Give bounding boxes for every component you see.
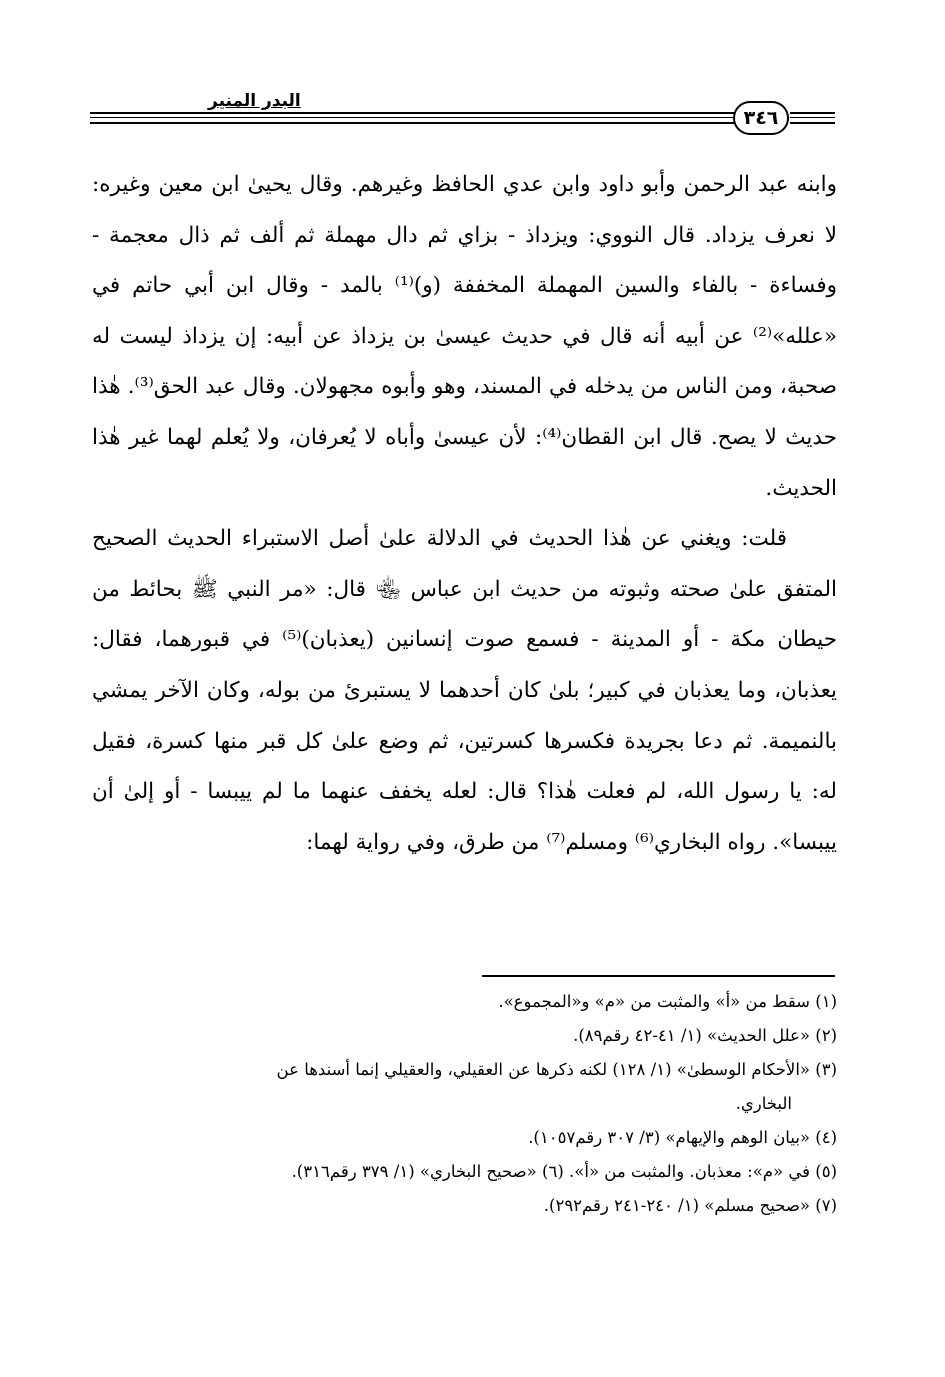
header-rule — [790, 112, 835, 114]
header-rule — [90, 117, 735, 118]
paragraph: قلت: ويغني عن هٰذا الحديث في الدلالة علىٰ أصل الاستبراء الحديث الصحيح المتفق علىٰ صحته وثبوته من حديث ابن عباس ﵄ قال: «مر النبي ﷺ بحائط من حيطان مكة - أو المدينة - فسمع صوت إنسانين (يعذبان)⁽⁵⁾ في قبورهما، فقال: يعذبان، وما يعذبان في كبير؛ بلىٰ كان أحدهما لا يستبرئ من بوله، وكان الآخر يمشي بالنميمة. ثم دعا بجريدة فكسرها كسرتين، ثم وضع علىٰ كل قبر منها كسرة، فقيل له: يا رسول الله، لم فعلت هٰذا؟ قال: لعله يخفف عنهما ما لم ييبسا - أو إلىٰ أن ييبسا». رواه البخاري⁽⁶⁾ ومسلم⁽⁷⁾ من طرق، وفي رواية لهما: — [92, 526, 837, 855]
header-rule — [790, 117, 835, 118]
footnote: (٣) «الأحكام الوسطىٰ» (١/ ١٢٨) لكنه ذكرها عن العقيلي، والعقيلي إنما أسندها عن — [276, 1060, 837, 1079]
main-text — [92, 160, 837, 868]
running-title: البدر المنير — [208, 91, 301, 111]
footnote: (١) سقط من «أ» والمثبت من «م» و«المجموع». — [498, 992, 837, 1011]
header-rule — [90, 122, 735, 124]
footnote-continuation: البخاري. — [735, 1094, 792, 1113]
footnote: (٧) «صحيح مسلم» (١/ ٢٤٠-٢٤١ رقم٢٩٢). — [543, 1196, 837, 1215]
header-rule — [790, 122, 835, 124]
footnote: (٢) «علل الحديث» (١/ ٤١-٤٢ رقم٨٩). — [573, 1026, 837, 1045]
footnote: (٤) «بيان الوهم والإيهام» (٣/ ٣٠٧ رقم١٠٥٧). — [528, 1128, 837, 1147]
header-rule — [90, 112, 735, 114]
footnote-divider — [482, 975, 835, 977]
footnotes — [92, 985, 837, 1223]
page-header — [90, 88, 835, 138]
footnote: (٥) في «م»: معذبان. والمثبت من «أ». (٦) «صحيح البخاري» (١/ ٣٧٩ رقم٣١٦). — [291, 1162, 837, 1181]
paragraph: وابنه عبد الرحمن وأبو داود وابن عدي الحافظ وغيرهم. وقال يحيىٰ ابن معين وغيره: لا نعرف يزداد. قال النووي: ويزداذ - بزاي ثم دال مهملة ثم ألف ثم ذال معجمة - وفساءة - بالفاء والسين المهملة المخففة (و)⁽¹⁾ بالمد - وقال ابن أبي حاتم في «علله»⁽²⁾ عن أبيه أنه قال في حديث عيسىٰ بن يزداذ عن أبيه: إن يزداذ ليست له صحبة، ومن الناس من يدخله في المسند، وهو وأبوه مجهولان. وقال عبد الحق⁽³⁾. هٰذا حديث لا يصح. قال ابن القطان⁽⁴⁾: لأن عيسىٰ وأباه لا يُعرفان، ولا يُعلم لهما غير هٰذا الحديث. — [92, 172, 838, 501]
page-number: ٣٤٦ — [733, 101, 789, 135]
